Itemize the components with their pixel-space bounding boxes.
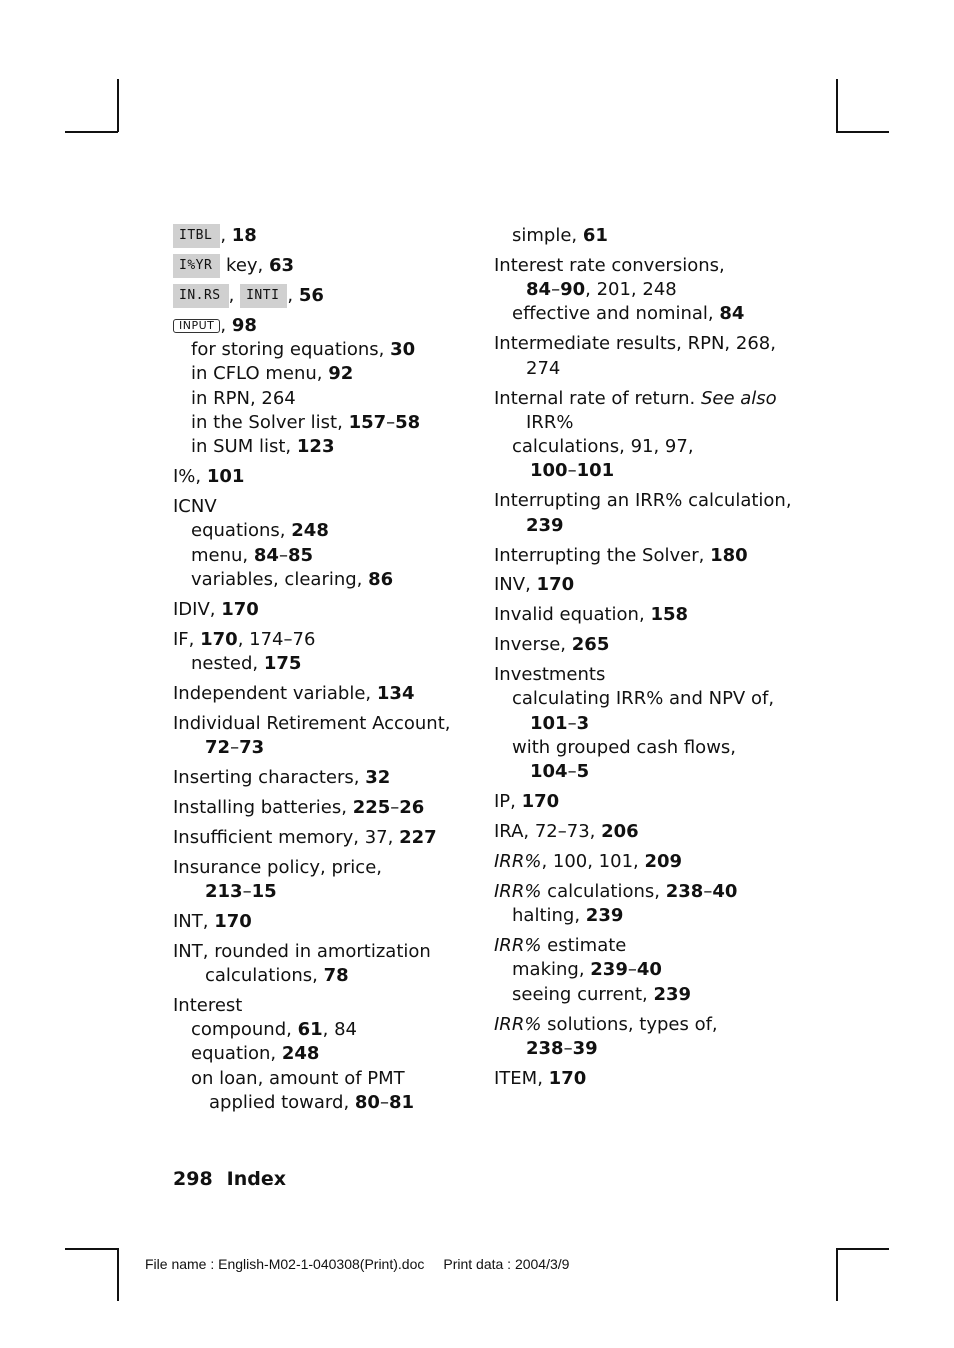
index-entry bbox=[494, 850, 794, 874]
page-ref: 175 bbox=[263, 652, 302, 674]
page-ref: 225 bbox=[352, 796, 391, 818]
page-ref: 81 bbox=[388, 1092, 415, 1113]
index-entry bbox=[494, 820, 794, 844]
index-subentry bbox=[173, 1067, 473, 1091]
inti-key-label: INTI bbox=[240, 284, 287, 308]
entry-text: Interest bbox=[173, 994, 243, 1016]
page-ref: 86 bbox=[368, 568, 394, 590]
entry-text: equations, bbox=[191, 520, 286, 542]
page-ref: 238 bbox=[665, 880, 704, 902]
index-subentry: making, 239–40 bbox=[512, 959, 662, 981]
inrs-key-label: IN.RS bbox=[173, 284, 229, 308]
entry-text: applied toward, bbox=[209, 1092, 350, 1113]
entry-text: , 174–76 bbox=[237, 628, 316, 650]
crop-mark-bottom-left-v bbox=[117, 1248, 119, 1301]
index-subentry: in the Solver list, 157–58 bbox=[191, 411, 421, 433]
page-ref: 170 bbox=[200, 628, 238, 650]
print-date: Print data : 2004/3/9 bbox=[443, 1256, 570, 1272]
page-ref: 265 bbox=[571, 634, 610, 656]
page-ref: 170 bbox=[521, 791, 560, 813]
page-ref: 26 bbox=[399, 796, 425, 818]
index-entry: INPUT , 98 bbox=[173, 314, 473, 338]
entry-text: halting, bbox=[512, 905, 581, 927]
entry-text: in SUM list, bbox=[191, 436, 292, 458]
page-ref: 227 bbox=[399, 826, 437, 848]
index-entry: Installing batteries, 225–26 bbox=[173, 796, 425, 818]
page-ref: 40 bbox=[636, 959, 662, 981]
index-entry: IN.RS , INTI , 56 bbox=[173, 284, 473, 308]
index-entry bbox=[494, 633, 794, 657]
page-ref: 92 bbox=[328, 363, 354, 385]
index-entry bbox=[173, 994, 473, 1018]
page-ref: 239 bbox=[526, 514, 564, 536]
index-subentry-continuation: 104–5 bbox=[530, 761, 590, 783]
page-ref: 72 bbox=[205, 736, 231, 758]
entry-text: nested, bbox=[191, 652, 259, 674]
index-entry bbox=[173, 682, 473, 706]
index-entry bbox=[494, 663, 794, 687]
entry-text: INV, bbox=[494, 574, 531, 596]
index-subentry bbox=[173, 652, 473, 676]
entry-text: , 100, 101, bbox=[541, 850, 639, 872]
entry-text: INT, rounded in amortization bbox=[173, 940, 431, 962]
index-subentry bbox=[494, 904, 794, 928]
file-name: File name : English-M02-1-040308(Print).doc bbox=[145, 1256, 425, 1272]
index-entry bbox=[173, 254, 473, 278]
entry-text: equation, bbox=[191, 1043, 277, 1065]
index-entry-continuation bbox=[494, 514, 794, 538]
page-ref: 84 bbox=[526, 279, 552, 301]
entry-text: Insurance policy, price, bbox=[173, 856, 382, 878]
page-ref: 248 bbox=[291, 520, 329, 542]
index-subentry bbox=[173, 338, 473, 362]
page-ref: 58 bbox=[395, 411, 421, 433]
crop-mark-top-right-v bbox=[836, 79, 838, 132]
crop-mark-bottom-right-h bbox=[836, 1248, 889, 1250]
index-entry bbox=[494, 387, 794, 411]
index-entry-continuation: 238–39 bbox=[526, 1037, 598, 1059]
entry-text: calculations, 91, 97, bbox=[512, 436, 694, 458]
entry-text: Individual Retirement Account, bbox=[173, 712, 451, 734]
page-number: 298 bbox=[173, 1168, 213, 1190]
index-entry: IRR% calculations, 238–40 bbox=[494, 880, 738, 902]
entry-text: INT, bbox=[173, 910, 209, 932]
entry-text: IRA, 72–73, bbox=[494, 821, 596, 843]
page-ref: 239 bbox=[585, 905, 624, 927]
page-ref: 170 bbox=[214, 910, 252, 932]
index-subentry bbox=[173, 362, 473, 386]
entry-text: IRR% bbox=[526, 411, 574, 433]
entry-text: 274 bbox=[526, 357, 561, 379]
index-entry bbox=[173, 712, 473, 736]
index-subentry bbox=[494, 435, 794, 459]
page-ref: 40 bbox=[712, 880, 738, 902]
page-footer bbox=[173, 1168, 286, 1190]
page-ref: 73 bbox=[239, 736, 265, 758]
index-entry bbox=[173, 826, 473, 850]
page-ref: 239 bbox=[653, 983, 692, 1005]
page-ref: 104 bbox=[530, 761, 568, 783]
page-ref: 39 bbox=[572, 1037, 598, 1059]
index-subentry bbox=[173, 519, 473, 543]
entry-text: , 201, 248 bbox=[585, 279, 677, 301]
input-key-icon: INPUT bbox=[173, 319, 220, 333]
page-ref: 239 bbox=[590, 959, 628, 981]
index-entry-continuation: 84–90, 201, 248 bbox=[526, 279, 677, 301]
index-subentry bbox=[173, 435, 473, 459]
page-ref: 84 bbox=[253, 544, 279, 566]
entry-text: on loan, amount of PMT bbox=[191, 1067, 405, 1089]
entry-text: calculations, bbox=[205, 964, 318, 986]
entry-text: IF, bbox=[173, 628, 195, 650]
page-ref: 78 bbox=[323, 964, 349, 986]
index-column-left bbox=[173, 224, 473, 1115]
page-ref: 85 bbox=[287, 544, 314, 566]
entry-text: Interrupting an IRR% calculation, bbox=[494, 490, 792, 512]
index-entry bbox=[494, 332, 794, 356]
page-ref: 157 bbox=[348, 411, 387, 433]
index-subentry bbox=[494, 687, 794, 711]
entry-text-italic: IRR% bbox=[494, 1013, 542, 1035]
index-subentry bbox=[173, 1042, 473, 1066]
page-ref: 63 bbox=[269, 254, 295, 276]
page-ref: 101 bbox=[530, 712, 568, 734]
entry-text: Investments bbox=[494, 664, 606, 686]
page-ref: 61 bbox=[297, 1019, 323, 1041]
index-subentry-continuation: applied toward, 80–81 bbox=[209, 1092, 415, 1113]
index-column-right bbox=[494, 224, 794, 1091]
index-entry bbox=[173, 598, 473, 622]
entry-text: key, bbox=[226, 254, 264, 276]
entry-text: IDIV, bbox=[173, 598, 216, 620]
index-entry bbox=[494, 573, 794, 597]
entry-text: , 84 bbox=[322, 1019, 358, 1041]
entry-text: simple, bbox=[512, 225, 578, 246]
entry-text: ICNV bbox=[173, 495, 217, 517]
crop-mark-top-right-h bbox=[836, 131, 889, 133]
index-entry-continuation: 72–73 bbox=[205, 736, 265, 758]
index-subentry: menu, 84–85 bbox=[191, 544, 314, 566]
index-entry bbox=[494, 489, 794, 513]
entry-text: with grouped cash flows, bbox=[512, 736, 737, 758]
entry-text: seeing current, bbox=[512, 983, 648, 1005]
index-entry bbox=[173, 940, 473, 964]
index-entry bbox=[494, 254, 794, 278]
crop-mark-bottom-left-h bbox=[65, 1248, 118, 1250]
index-entry-continuation bbox=[173, 964, 473, 988]
index-entry bbox=[173, 856, 473, 880]
index-entry bbox=[494, 934, 794, 958]
page-ref: 80 bbox=[354, 1092, 380, 1113]
entry-text: I%, bbox=[173, 466, 202, 488]
page-ref: 56 bbox=[298, 284, 324, 306]
entry-text: for storing equations, bbox=[191, 338, 385, 360]
entry-text: Inserting characters, bbox=[173, 766, 360, 788]
page-ref: 32 bbox=[365, 766, 391, 788]
page-ref: 15 bbox=[251, 880, 277, 902]
index-entry bbox=[494, 790, 794, 814]
page-ref: 30 bbox=[390, 338, 416, 360]
index-entry: ITBL , 18 bbox=[173, 224, 473, 248]
page-ref: 123 bbox=[296, 436, 335, 458]
entry-text: calculating IRR% and NPV of, bbox=[512, 688, 775, 710]
entry-text-italic: IRR% bbox=[494, 850, 542, 872]
entry-text: variables, clearing, bbox=[191, 568, 363, 590]
page-ref: 61 bbox=[582, 225, 608, 246]
index-entry bbox=[173, 495, 473, 519]
entry-text: IP, bbox=[494, 791, 516, 813]
iyr-key-label: I%YR bbox=[173, 254, 220, 278]
entry-text: estimate bbox=[547, 935, 627, 957]
entry-text: making, bbox=[512, 959, 585, 981]
index-subentry bbox=[494, 983, 794, 1007]
entry-text-italic: IRR% bbox=[494, 880, 542, 902]
page-ref: 170 bbox=[548, 1067, 587, 1089]
index-entry bbox=[173, 628, 473, 652]
index-entry-continuation bbox=[494, 411, 794, 435]
crop-mark-top-left-h bbox=[65, 131, 118, 133]
entry-text: ITEM, bbox=[494, 1067, 543, 1089]
index-subentry bbox=[494, 736, 794, 760]
index-subentry bbox=[494, 224, 794, 248]
entry-text: in RPN, 264 bbox=[191, 387, 296, 409]
entry-text: compound, bbox=[191, 1019, 292, 1041]
index-subentry bbox=[173, 1018, 473, 1042]
page-ref: 213 bbox=[205, 880, 243, 902]
see-also: See also bbox=[700, 387, 777, 409]
page-ref: 206 bbox=[601, 821, 639, 843]
page-ref: 18 bbox=[231, 225, 257, 246]
page-ref: 101 bbox=[576, 460, 615, 482]
entry-text: Insufficient memory, 37, bbox=[173, 826, 394, 848]
entry-text: Interest rate conversions, bbox=[494, 254, 725, 276]
entry-text: solutions, types of, bbox=[547, 1013, 718, 1035]
page-ref: 3 bbox=[576, 712, 590, 734]
page-ref: 248 bbox=[281, 1043, 320, 1065]
page-ref: 209 bbox=[644, 850, 683, 872]
page-ref: 134 bbox=[376, 682, 415, 704]
index-entry bbox=[494, 544, 794, 568]
index-entry bbox=[173, 465, 473, 489]
index-entry-continuation: 213–15 bbox=[205, 880, 277, 902]
page-ref: 98 bbox=[231, 314, 257, 336]
page-ref: 84 bbox=[719, 303, 745, 325]
page-ref: 5 bbox=[576, 761, 590, 783]
index-subentry bbox=[173, 568, 473, 592]
entry-text: Independent variable, bbox=[173, 682, 372, 704]
entry-text: Installing batteries, bbox=[173, 796, 347, 818]
index-entry bbox=[494, 1067, 794, 1091]
entry-text: menu, bbox=[191, 544, 249, 566]
page-ref: 170 bbox=[221, 598, 259, 620]
page-ref: 238 bbox=[526, 1037, 564, 1059]
index-entry bbox=[173, 766, 473, 790]
entry-text: calculations, bbox=[547, 880, 661, 902]
entry-text: Interrupting the Solver, bbox=[494, 544, 705, 566]
entry-text-italic: IRR% bbox=[494, 935, 542, 957]
index-subentry bbox=[494, 302, 794, 326]
page-ref: 180 bbox=[710, 544, 748, 566]
page-ref: 101 bbox=[206, 466, 245, 488]
crop-mark-top-left-v bbox=[117, 79, 119, 132]
page-ref: 90 bbox=[560, 279, 586, 301]
entry-text: Internal rate of return. bbox=[494, 387, 696, 409]
entry-text: effective and nominal, bbox=[512, 303, 714, 325]
page-ref: 100 bbox=[530, 460, 568, 482]
file-info bbox=[145, 1256, 569, 1272]
index-entry bbox=[173, 910, 473, 934]
index-entry-continuation bbox=[494, 357, 794, 381]
crop-mark-bottom-right-v bbox=[836, 1248, 838, 1301]
entry-text: in CFLO menu, bbox=[191, 363, 323, 385]
index-entry bbox=[494, 603, 794, 627]
entry-text: Intermediate results, RPN, 268, bbox=[494, 333, 776, 355]
entry-text: Inverse, bbox=[494, 634, 567, 656]
section-title: Index bbox=[226, 1168, 287, 1190]
page-ref: 170 bbox=[536, 574, 575, 596]
itbal-key-label: ITBL bbox=[173, 224, 220, 248]
page-ref: 158 bbox=[650, 604, 689, 626]
index-subentry-continuation: 101–3 bbox=[530, 712, 590, 734]
entry-text: in the Solver list, bbox=[191, 411, 343, 433]
index-entry bbox=[494, 1013, 794, 1037]
index-subentry-continuation: 100–101 bbox=[530, 460, 615, 482]
entry-text: Invalid equation, bbox=[494, 604, 645, 626]
index-subentry bbox=[173, 387, 473, 411]
